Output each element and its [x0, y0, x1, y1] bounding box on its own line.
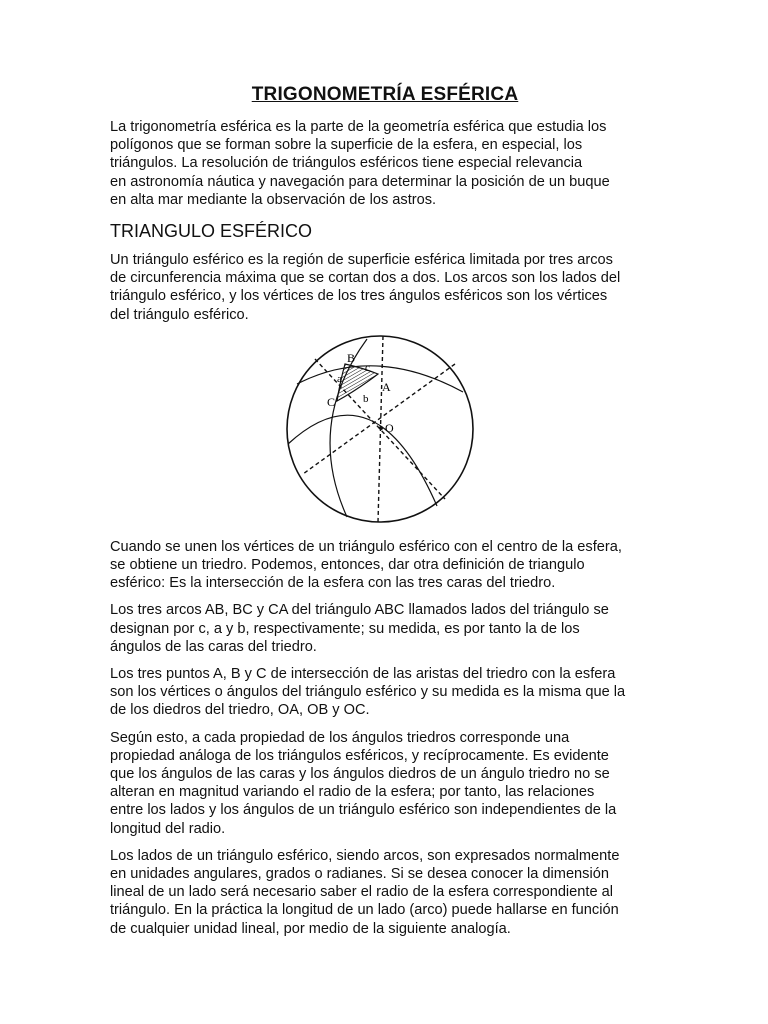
spherical-triangle-abc	[337, 361, 378, 401]
vertices-paragraph: Los tres puntos A, B y C de intersección de las aristas del triedro con la esfera son los vértices o ángulos del triángulo esférico y su medida es la misma que la de los diedros del triedro, OA, OB y OC.	[110, 666, 626, 719]
spherical-triangle-figure	[285, 334, 485, 524]
sides-length-paragraph: Los lados de un triángulo esférico, siendo arcos, son expresados normalmente en unidades angulares, grados o radianes. Si se desea conocer la dimensión lineal de un lado será necesario saber el radio de la esfera correspondiente al triángulo. En la práctica la longitud de un lado (arco) puede hallarse en función de cualquier unidad lineal, por medio de la siguiente analogía.	[110, 847, 620, 937]
great-circle-arc-3	[288, 415, 437, 506]
center-point-o	[379, 426, 383, 430]
document-title: TRIGONOMETRÍA ESFÉRICA	[251, 84, 519, 105]
arcs-paragraph: Los tres arcos AB, BC y CA del triángulo ABC llamados lados del triángulo se designan por c, a y b, respectivamente; su medida, es por tanto la de los ángulos de las caras del triedro.	[110, 602, 609, 655]
label-vertex-c: C	[327, 394, 336, 409]
label-side-c: c	[365, 361, 370, 374]
great-circle-arc-1	[297, 366, 463, 392]
label-vertex-a: A	[382, 379, 391, 394]
properties-paragraph: Según esto, a cada propiedad de los ángulos triedros corresponde una propiedad análoga de los triángulos esféricos, y recíprocamente. Es evidente que los ángulos de las caras y los ángulos diedros de un ángulo triedro no se alteran en magnitud variando el radio de la esfera; por tanto, las relaciones entre los lados y los ángulos de un triángulo esférico son independientes de la longitud del radio.	[110, 729, 617, 837]
label-side-b: b	[363, 392, 369, 405]
trihedron-paragraph: Cuando se unen los vértices de un triángulo esférico con el centro de la esfera, se obtiene un triedro. Podemos, entonces, dar otra definición de triangulo esférico: Es la intersección de la esfera con las tres caras del triedro.	[110, 538, 622, 592]
document-page	[110, 84, 660, 947]
label-center-o: O	[385, 420, 394, 435]
sphere-diagram	[285, 334, 485, 524]
definition-paragraph: Un triángulo esférico es la región de superficie esférica limitada por tres arcos de circunferencia máxima que se cortan dos a dos. Los arcos son los lados del triángulo esférico, y los vértices de los tres ángulos esféricos son los vértices del triángulo esférico.	[110, 252, 621, 323]
intro-paragraph: La trigonometría esférica es la parte de la geometría esférica que estudia los polígonos que se forman sobre la superficie de la esfera, en especial, los triángulos. La resolución de triángulos esféricos tiene especial relevancia en astronomía náutica y navegación para determinar la posición de un buque en alta mar mediante la observación de los astros.	[110, 119, 610, 208]
label-vertex-b: B	[347, 350, 356, 365]
section-title: TRIANGULO ESFÉRICO	[110, 221, 313, 242]
label-side-a: a	[337, 372, 342, 385]
